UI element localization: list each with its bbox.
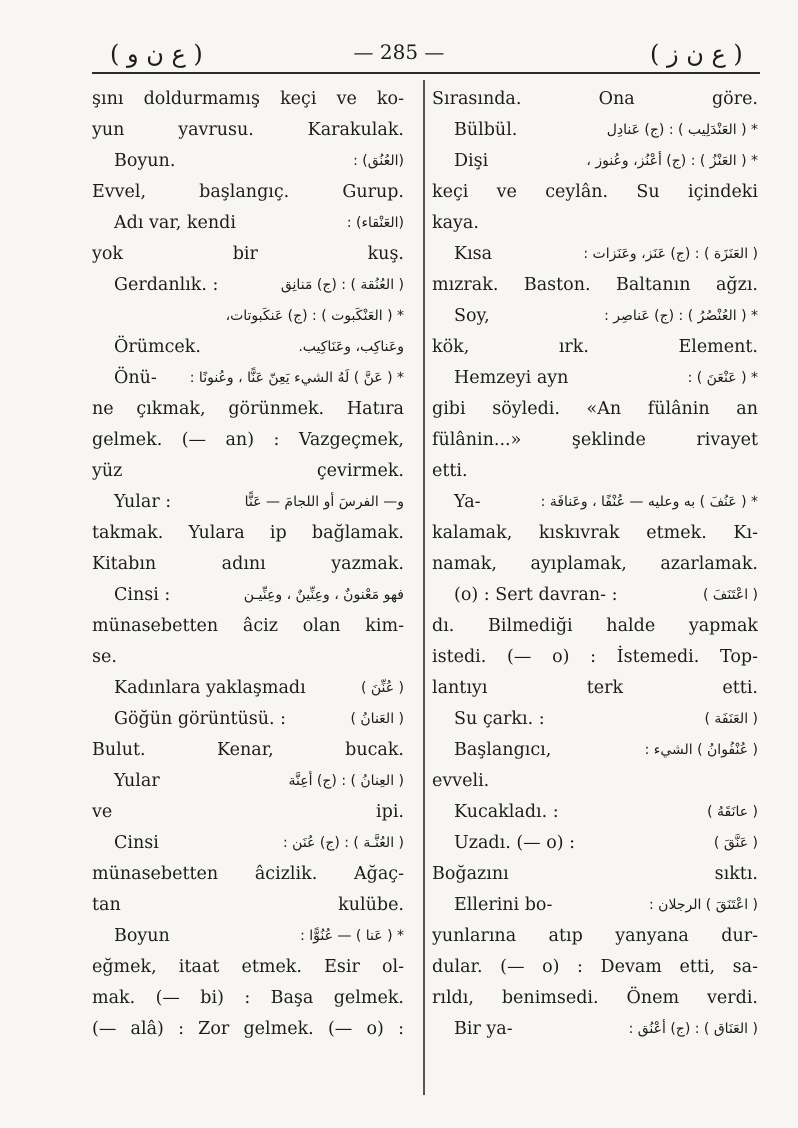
dictionary-entry: [432, 115, 758, 146]
dictionary-entry: [432, 890, 758, 921]
arabic-headword: * ( العَنْدَلِيب ) : (ج) عَنادِل: [606, 122, 758, 138]
dictionary-entry: [432, 704, 758, 735]
text-line: yunlarına atıp yanyana dur-: [432, 926, 758, 946]
arabic-headword: ( عُنِّنَ ): [360, 680, 404, 696]
turkish-definition: Kucakladı. :: [454, 802, 559, 822]
dictionary-entry: [92, 704, 404, 735]
arabic-headword: * ( العَنْزُ ) : (ج) أعْنُز، وعُنوز ،: [586, 153, 758, 169]
text-line: münasebetten âciz olan kim-: [92, 616, 404, 636]
text-line: (— alâ) : Zor gelmek. (— o) :: [92, 1019, 404, 1039]
dictionary-entry: [432, 735, 758, 766]
dictionary-entry: [92, 828, 404, 859]
text-line: yok bir kuş.: [92, 244, 404, 264]
turkish-definition: Soy,: [454, 306, 490, 326]
text-line: yun yavrusu. Karakulak.: [92, 120, 404, 140]
turkish-definition: Gerdanlık. :: [114, 275, 219, 295]
turkish-definition: Ya-: [454, 492, 481, 512]
text-line: keçi ve ceylân. Su içindeki: [432, 182, 758, 202]
turkish-definition: Su çarkı. :: [454, 709, 545, 729]
text-line: kök, ırk. Element.: [432, 337, 758, 357]
dictionary-entry: [432, 487, 758, 518]
arabic-headword: (العُنُق) :: [353, 153, 404, 169]
text-line: evveli.: [432, 771, 490, 791]
arabic-headword: ( العَنَفَة ): [704, 711, 758, 727]
turkish-definition: Yular: [114, 771, 160, 791]
arabic-headword: * ( عَنُفَ ) به وعليه — عُنْفًا ، وعَنافَة :: [540, 494, 758, 510]
text-line: tan kulübe.: [92, 895, 404, 915]
arabic-headword: * ( عَنْعَنَ ) :: [687, 370, 758, 386]
turkish-definition: Kısa: [454, 244, 493, 264]
dictionary-entry: [92, 766, 404, 797]
text-line: se.: [92, 647, 117, 667]
arabic-headword: ( العَنَزَة ) : (ج) عَنَز، وعَنَزات :: [583, 246, 758, 262]
turkish-definition: Boyun.: [114, 151, 176, 171]
header-right-root-letters: ( ع ن ز ): [650, 40, 743, 68]
arabic-headword: (العَنْقاء) :: [346, 215, 404, 231]
dictionary-entry: [92, 332, 404, 363]
text-line: şını doldurmamış keçi ve ko-: [92, 89, 404, 109]
left-column: [92, 84, 404, 1045]
turkish-definition: Önü-: [114, 368, 157, 388]
turkish-definition: Hemzeyi ayn: [454, 368, 569, 388]
arabic-headword: وعَناكِب، وعَنَاكِيب.: [298, 339, 404, 355]
arabic-headword: * ( العُنْصُرُ ) : (ج) عَناصِر :: [604, 308, 758, 324]
text-line: ve ipi.: [92, 802, 404, 822]
arabic-headword: فهو مَعْنونٌ ، وعِنِّينٌ ، وعِنِّيـن: [243, 587, 404, 603]
arabic-headword: * ( العَنْكَبوت ) : (ج) عَنكَبوتات،: [225, 308, 404, 324]
arabic-headword: ( العُنُقة ) : (ج) مَنانِق: [280, 277, 404, 293]
dictionary-entry: [92, 301, 404, 332]
dictionary-entry: [92, 487, 404, 518]
dictionary-entry: [432, 1014, 758, 1045]
dictionary-entry: [432, 146, 758, 177]
turkish-definition: Adı var, kendi: [114, 213, 236, 233]
dictionary-entry: [432, 580, 758, 611]
turkish-definition: Cinsi :: [114, 585, 171, 605]
text-line: namak, ayıplamak, azarlamak.: [432, 554, 758, 574]
text-line: Boğazını sıktı.: [432, 864, 758, 884]
dictionary-entry: [432, 797, 758, 828]
text-line: kaya.: [432, 213, 479, 233]
turkish-definition: Ellerini bo-: [454, 895, 553, 915]
dictionary-entry: [92, 580, 404, 611]
text-line: dı. Bilmediği halde yapmak: [432, 616, 758, 636]
turkish-definition: Kadınlara yaklaşmadı: [114, 678, 306, 698]
arabic-headword: * ( عَنَّ ) لَهُ الشيء يَعِنّ عَنًّا ، وعُنونًا :: [189, 370, 404, 386]
arabic-headword: * ( عَنا ) — عُنُوًّا :: [300, 928, 404, 944]
turkish-definition: Dişi: [454, 151, 489, 171]
turkish-definition: Örümcek.: [114, 337, 201, 357]
turkish-definition: Göğün görüntüsü. :: [114, 709, 287, 729]
text-line: gelmek. (— an) : Vazgeçmek,: [92, 430, 404, 450]
turkish-definition: Bülbül.: [454, 120, 518, 140]
dictionary-entry: [432, 363, 758, 394]
text-line: istedi. (— o) : İstemedi. Top-: [432, 647, 758, 667]
dictionary-entry: [432, 828, 758, 859]
arabic-headword: ( عَنَّقَ ): [713, 835, 758, 851]
arabic-headword: ( العِنانُ ) : (ج) أعِنَّة: [288, 773, 404, 789]
text-line: ne çıkmak, görünmek. Hatıra: [92, 399, 404, 419]
dictionary-entry: [432, 301, 758, 332]
text-line: Bulut. Kenar, bucak.: [92, 740, 404, 760]
dictionary-entry: [92, 673, 404, 704]
page-header: [0, 36, 798, 70]
arabic-headword: ( عُنْفُوانُ ) الشيء :: [644, 742, 758, 758]
turkish-definition: Uzadı. (— o) :: [454, 833, 576, 853]
turkish-definition: Bir ya-: [454, 1019, 513, 1039]
text-line: dular. (— o) : Devam etti, sa-: [432, 957, 758, 977]
turkish-definition: Boyun: [114, 926, 170, 946]
text-line: gibi söyledi. «An fülânin an: [432, 399, 758, 419]
turkish-definition: Cinsi: [114, 833, 159, 853]
arabic-headword: و— الفرسَ أو اللجامَ — عَنًّا: [244, 494, 404, 510]
text-line: münasebetten âcizlik. Ağaç-: [92, 864, 404, 884]
turkish-definition: Yular :: [114, 492, 172, 512]
turkish-definition: Başlangıcı,: [454, 740, 552, 760]
text-line: yüz çevirmek.: [92, 461, 404, 481]
arabic-headword: ( اعْتَنَفَ ): [702, 587, 758, 603]
text-line: eğmek, itaat etmek. Esir ol-: [92, 957, 404, 977]
text-line: rıldı, benimsedi. Önem verdi.: [432, 988, 758, 1008]
dictionary-entry: [92, 921, 404, 952]
text-line: mak. (— bi) : Başa gelmek.: [92, 988, 404, 1008]
arabic-headword: ( عانَقَهُ ): [707, 804, 758, 820]
dictionary-entry: [92, 146, 404, 177]
page-number: — 285 —: [353, 40, 445, 64]
dictionary-entry: [92, 208, 404, 239]
text-line: takmak. Yulara ip bağlamak.: [92, 523, 404, 543]
text-line: lantıyı terk etti.: [432, 678, 758, 698]
header-left-root-letters: ( ع ن و ): [110, 40, 203, 68]
dictionary-entry: [92, 363, 404, 394]
text-line: etti.: [432, 461, 468, 481]
text-line: mızrak. Baston. Baltanın ağzı.: [432, 275, 758, 295]
column-divider: [423, 80, 425, 1095]
dictionary-entry: [432, 239, 758, 270]
text-line: Evvel, başlangıç. Gurup.: [92, 182, 404, 202]
text-line: Sırasında. Ona göre.: [432, 89, 758, 109]
dictionary-entry: [92, 270, 404, 301]
arabic-headword: ( اعْتَنَقَ ) الرجلان :: [649, 897, 758, 913]
arabic-headword: ( العَنانُ ): [350, 711, 404, 727]
text-line: kalamak, kıskıvrak etmek. Kı-: [432, 523, 758, 543]
right-column: [432, 84, 758, 1045]
arabic-headword: ( العَنَاق ) : (ج) أعْنُق :: [628, 1021, 758, 1037]
arabic-headword: ( العُنَّـة ) : (ج) عُنَن :: [283, 835, 404, 851]
header-rule: [92, 72, 760, 74]
text-line: fülânin...» şeklinde rivayet: [432, 430, 758, 450]
turkish-definition: (o) : Sert davran- :: [454, 585, 618, 605]
text-line: Kitabın adını yazmak.: [92, 554, 404, 574]
